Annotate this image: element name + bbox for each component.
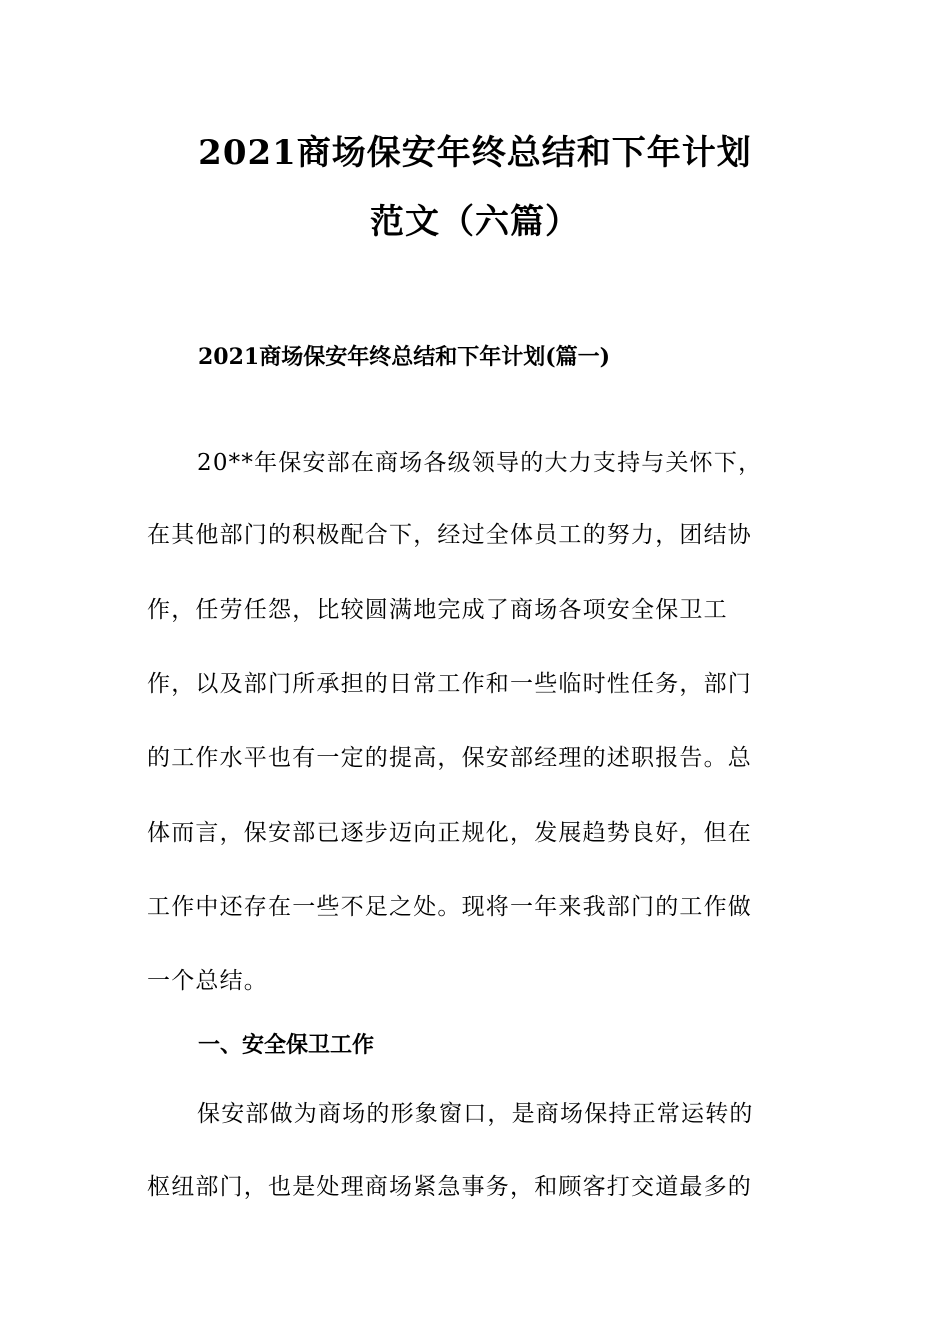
section-heading: 2021商场保安年终总结和下年计划(篇一) — [198, 344, 611, 370]
document-title-line-1: 2021商场保安年终总结和下年计划 — [198, 133, 752, 173]
subheading-security-work: 一、安全保卫工作 — [198, 1032, 375, 1058]
paragraph-1-line: 在其他部门的积极配合下，经过全体员工的努力，团结协 — [147, 522, 752, 548]
document-title-line-2: 范文（六篇） — [370, 202, 580, 242]
paragraph-1-line: 一个总结。 — [147, 968, 268, 994]
paragraph-1-line: 工作中还存在一些不足之处。现将一年来我部门的工作做 — [147, 894, 752, 920]
paragraph-2-line: 保安部做为商场的形象窗口，是商场保持正常运转的 — [197, 1101, 754, 1127]
paragraph-1-line: 20**年保安部在商场各级领导的大力支持与关怀下， — [197, 450, 763, 476]
paragraph-2-line: 枢纽部门，也是处理商场紧急事务，和顾客打交道最多的 — [147, 1174, 752, 1200]
paragraph-1-line: 作，以及部门所承担的日常工作和一些临时性任务，部门 — [147, 671, 752, 697]
paragraph-1-line: 的工作水平也有一定的提高，保安部经理的述职报告。总 — [147, 745, 752, 771]
paragraph-1-line: 作，任劳任怨，比较圆满地完成了商场各项安全保卫工 — [147, 597, 728, 623]
paragraph-1-line: 体而言，保安部已逐步迈向正规化，发展趋势良好，但在 — [147, 820, 752, 846]
